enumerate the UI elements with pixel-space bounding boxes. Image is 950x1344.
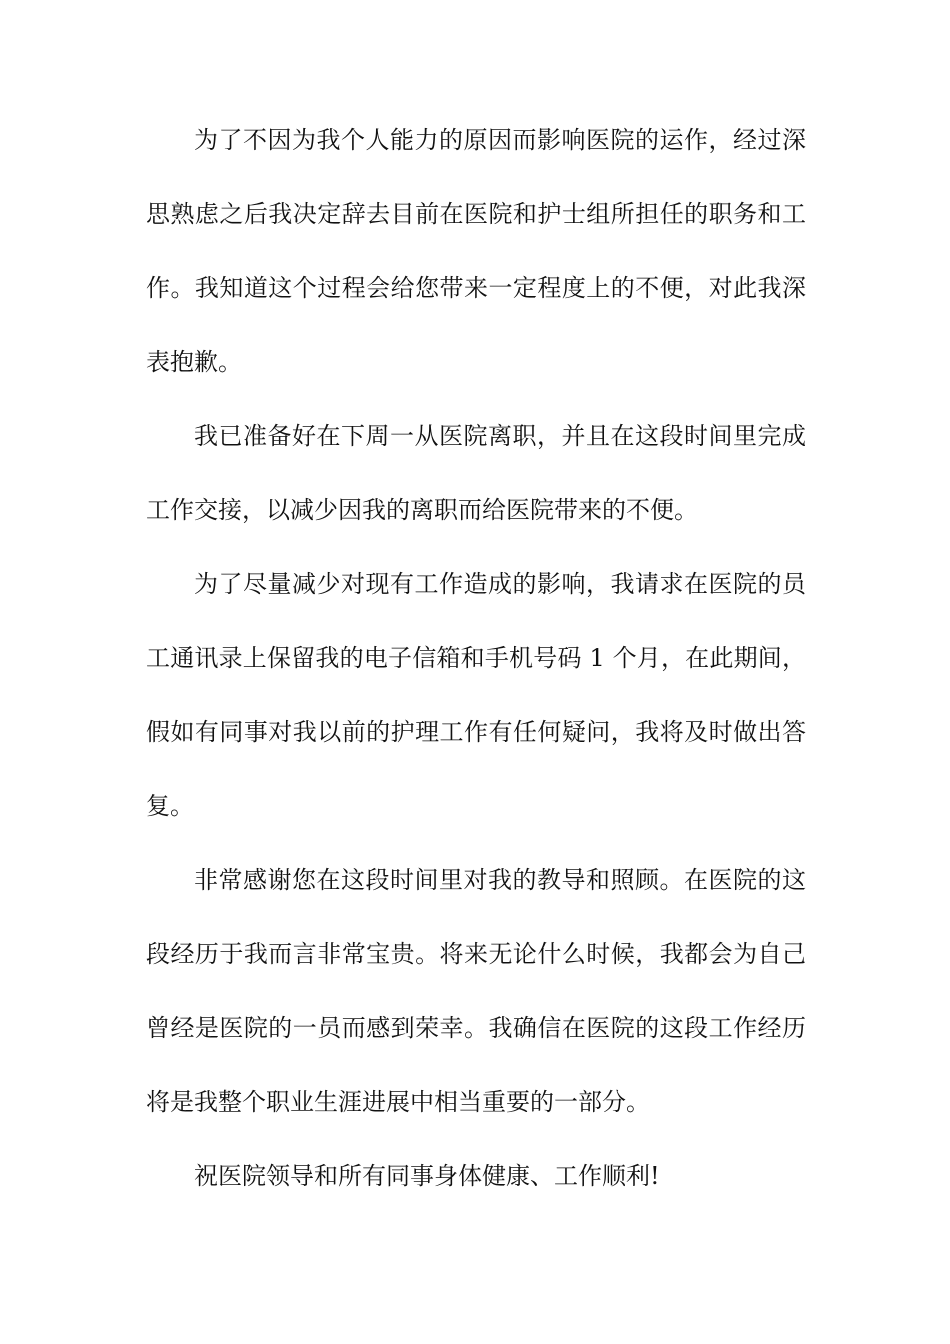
paragraph-closing-wishes [146,1164,806,1188]
text-line: 为了尽量减少对现有工作造成的影响，我请求在医院的员 [194,570,806,598]
text-line: 工作交接，以减少因我的离职而给医院带来的不便。 [146,496,698,524]
text-line: 工通讯录上保留我的电子信箱和手机号码 1 个月，在此期间， [146,644,806,672]
document-body [146,128,806,1188]
text-line: 祝医院领导和所有同事身体健康、工作顺利! [194,1162,660,1190]
paragraph-contact-request [146,572,806,818]
paragraph-gratitude [146,868,806,1114]
text-line: 曾经是医院的一员而感到荣幸。我确信在医院的这段工作经历 [146,1014,806,1042]
text-line: 段经历于我而言非常宝贵。将来无论什么时候，我都会为自己 [146,940,806,968]
paragraph-departure-date [146,424,806,522]
text-line: 我已准备好在下周一从医院离职，并且在这段时间里完成 [194,422,806,450]
text-line: 非常感谢您在这段时间里对我的教导和照顾。在医院的这 [194,866,806,894]
text-line: 思熟虑之后我决定辞去目前在医院和护士组所担任的职务和工 [146,200,806,228]
text-line: 作。我知道这个过程会给您带来一定程度上的不便，对此我深 [146,274,806,302]
text-line: 将是我整个职业生涯进展中相当重要的一部分。 [146,1088,650,1116]
text-line: 复。 [146,792,194,820]
text-line: 为了不因为我个人能力的原因而影响医院的运作，经过深 [194,126,806,154]
text-line: 假如有同事对我以前的护理工作有任何疑问，我将及时做出答 [146,718,806,746]
text-line: 表抱歉。 [146,348,242,376]
paragraph-resignation-reason [146,128,806,374]
